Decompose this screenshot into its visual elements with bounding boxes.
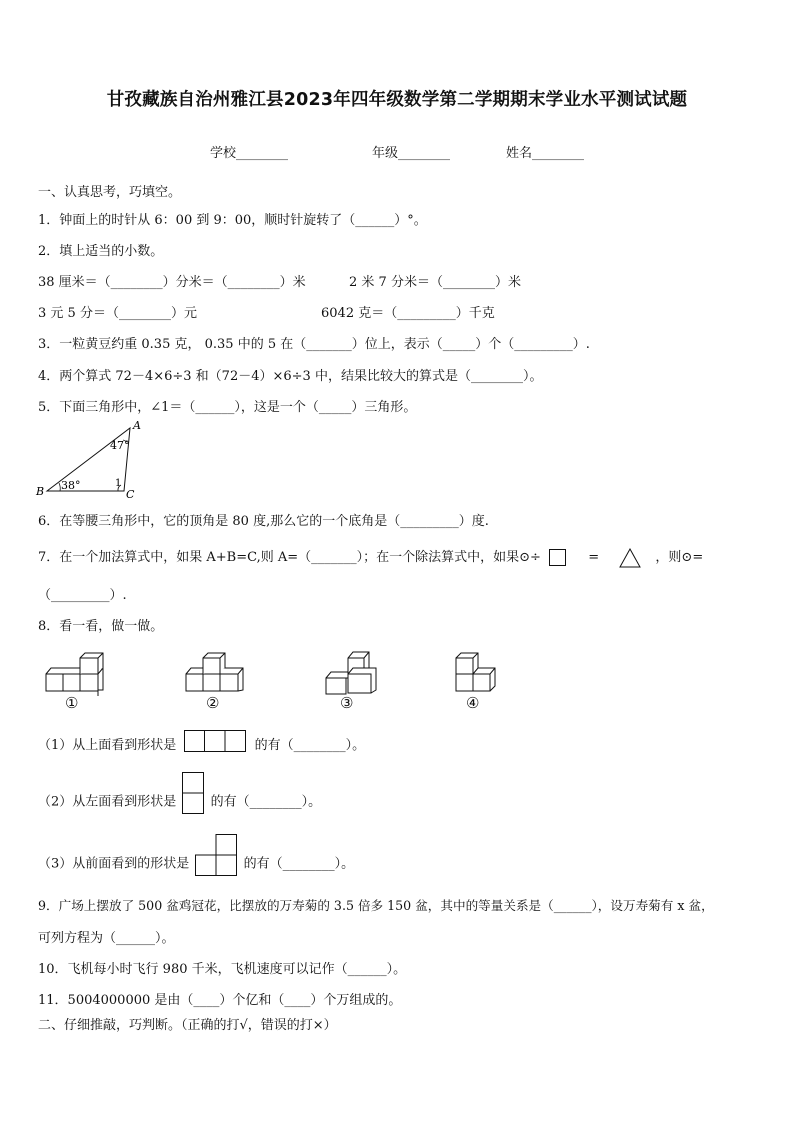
question-8-3-text-b: 的有（________）。 (243, 856, 355, 872)
front-view-shape (195, 834, 237, 880)
vertex-b-label: B (36, 485, 45, 498)
square-symbol (549, 549, 566, 566)
question-8-3-text-a: （3）从前面看到的形状是 (38, 856, 190, 872)
question-8-1 (38, 734, 365, 756)
angle-b-label: 38° (61, 479, 81, 492)
question-2: 2．填上适当的小数。 (38, 244, 164, 259)
cube-figure-2 (186, 653, 243, 691)
question-8-2-text-b: 的有（________）。 (210, 794, 322, 810)
question-1: 1．钟面上的时针从 6：00 到 9：00，顺时针旋转了（______）°。 (38, 213, 427, 228)
cube-figure-1 (46, 653, 103, 696)
angle-1-label: 1 (115, 478, 122, 489)
angle-a-label: 47° (110, 439, 130, 452)
cube-figures (40, 648, 510, 696)
section-2-heading: 二、仔细推敲，巧判断。（正确的打√，错误的打×） (38, 1018, 337, 1033)
question-7 (38, 546, 703, 568)
page-title: 甘孜藏族自治州雅江县2023年四年级数学第二学期期末学业水平测试试题 (106, 90, 688, 110)
question-8-3 (38, 848, 354, 880)
question-4: 4．两个算式 72－4×6÷3 和（72－4）×6÷3 中，结果比较大的算式是（________）。 (38, 369, 543, 384)
question-2b: 2 米 7 分米＝（________）米 (349, 275, 521, 290)
vertex-c-label: C (126, 488, 135, 500)
question-8-2-text-a: （2）从左面看到形状是 (38, 794, 177, 810)
question-7c: （_________）. (38, 588, 127, 603)
vertex-a-label: A (133, 419, 141, 432)
question-2c: 3 元 5 分＝（________）元 (38, 306, 197, 321)
question-8-1-text-b: 的有（________）。 (254, 738, 366, 753)
question-5: 5．下面三角形中，∠1＝（______），这是一个（_____）三角形。 (38, 400, 417, 415)
triangle-symbol (619, 548, 641, 568)
question-7-text-b: ，则⊙= (655, 550, 704, 565)
question-10: 10．飞机每小时飞行 980 千米，飞机速度可以记作（______）。 (38, 962, 407, 977)
question-2a: 38 厘米＝（________）分米＝（________）米 (38, 275, 306, 290)
cube-label-2: ② (206, 694, 220, 712)
question-9a: 9．广场上摆放了 500 盆鸡冠花，比摆放的万寿菊的 3.5 倍多 150 盆，其中的等量关系是（______），设万寿菊有 x 盆， (38, 898, 714, 913)
section-1-heading: 一、认真思考，巧填空。 (38, 185, 182, 200)
question-8-2 (38, 786, 321, 818)
question-7-text-a: 7．在一个加法算式中，如果 A+B=C,则 A=（_______）；在一个除法算式中，如果⊙÷ (38, 550, 541, 565)
cube-label-1: ① (65, 694, 79, 712)
question-8-1-text-a: （1）从上面看到形状是 (38, 738, 177, 753)
name-field: 姓名________ (506, 146, 585, 161)
question-8: 8．看一看，做一做。 (38, 619, 164, 634)
question-3: 3．一粒黄豆约重 0.35 克， 0.35 中的 5 在（_______）位上，表示（_____）个（_________）. (38, 337, 590, 352)
left-view-shape (182, 772, 204, 818)
question-9b: 可列方程为（______）。 (38, 931, 175, 946)
triangle-figure (34, 418, 154, 500)
question-2d: 6042 克＝（_________）千克 (321, 306, 495, 321)
question-6: 6．在等腰三角形中，它的顶角是 80 度,那么它的一个底角是（_________）度. (38, 514, 489, 529)
grade-field: 年级________ (372, 146, 451, 161)
cube-figure-4 (456, 653, 495, 691)
school-field: 学校________ (210, 146, 289, 161)
cube-label-3: ③ (340, 694, 354, 712)
question-7-equals: = (588, 550, 600, 565)
cube-label-4: ④ (466, 694, 480, 712)
question-11: 11．5004000000 是由（____）个亿和（____）个万组成的。 (38, 993, 402, 1008)
top-view-shape (184, 730, 246, 756)
cube-figure-3 (326, 652, 376, 694)
